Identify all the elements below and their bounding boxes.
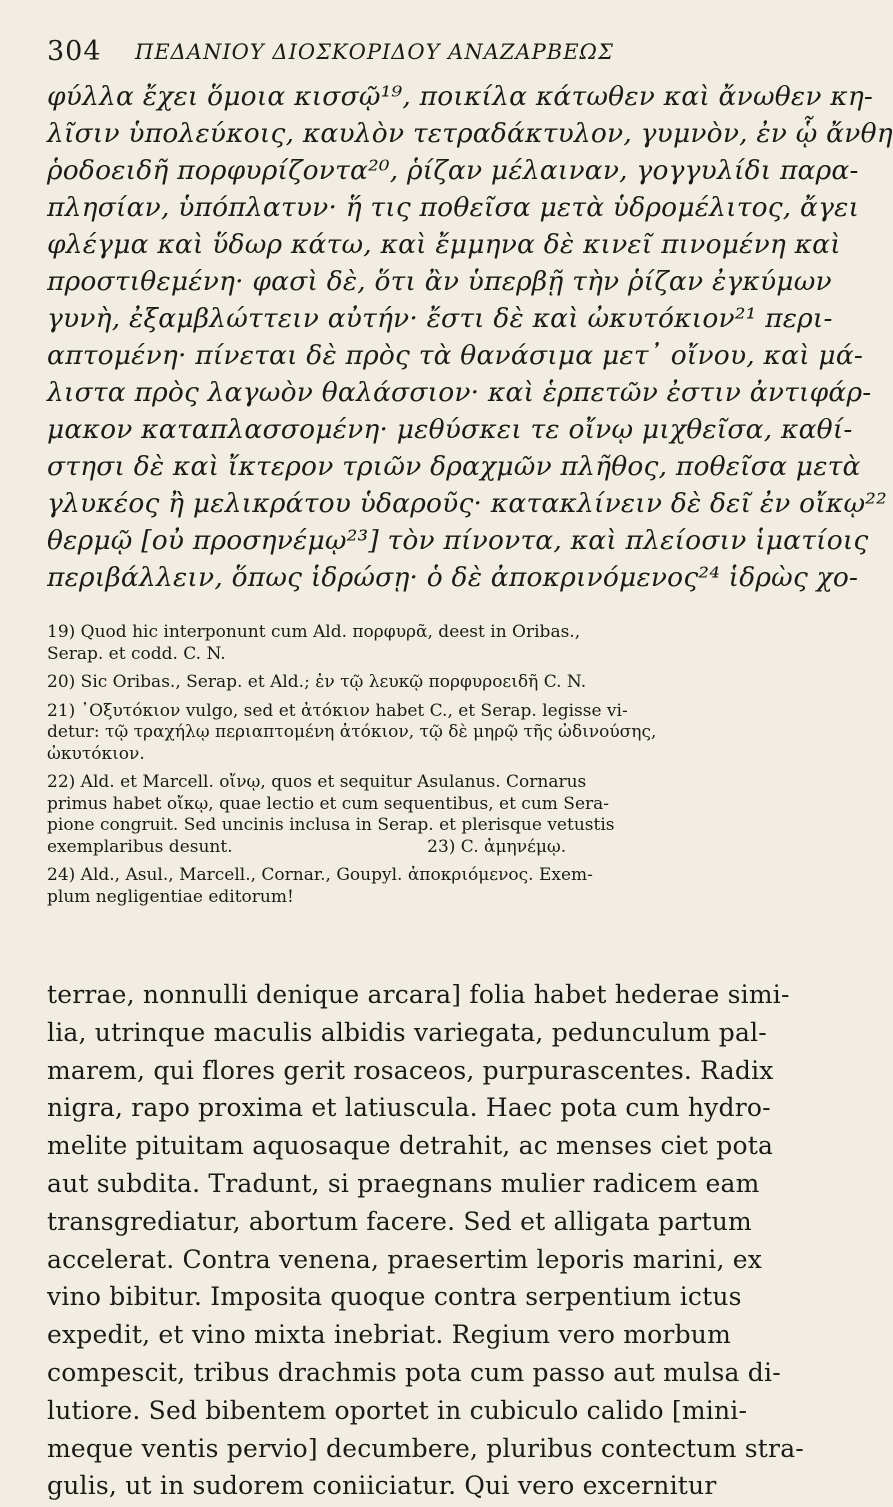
greek-line: ῥοδοειδῆ πορφυρίζοντα²⁰, ῥίζαν μέλαιναν, γογγυλίδι παρα- [47, 155, 859, 186]
footnote-20 [47, 672, 767, 694]
footnote-line: 21) ᾿Οξυτόκιον vulgo, sed et ἀτόκιον habet C., et Serap. legisse vi- [47, 700, 628, 721]
greek-line: θερμῷ [οὐ προσηνέμῳ²³] τὸν πίνοντα, καὶ πλείοσιν ἱματίοις [47, 525, 869, 556]
latin-line: transgrediatur, abortum facere. Sed et alligata partum [47, 1206, 752, 1236]
greek-line: φλέγμα καὶ ὕδωρ κάτω, καὶ ἔμμηνα δὲ κινεῖ πινομένη καὶ [47, 229, 841, 260]
latin-line: marem, qui flores gerit rosaceos, purpurascentes. Radix [47, 1055, 774, 1085]
latin-line: terrae, nonnulli denique arcara] folia habet hederae simi- [47, 980, 790, 1009]
footnote-line: 24) Ald., Asul., Marcell., Cornar., Goupyl. ἀποκριόμενος. Exem- [47, 865, 593, 885]
latin-line: meque ventis pervio] decumbere, pluribus contectum stra- [47, 1433, 804, 1463]
footnote-line: ὠκυτόκιον. [47, 743, 145, 764]
footnote-19 [47, 622, 767, 665]
latin-line: melite pituitam aquosaque detrahit, ac menses ciet pota [47, 1131, 774, 1161]
latin-line: gulis, ut in sudorem coniiciatur. Qui vero excernitur [47, 1471, 717, 1501]
greek-line: γυνὴ, ἐξαμβλώττειν αὐτήν· ἔστι δὲ καὶ ὠκυτόκιον²¹ περι- [47, 303, 833, 334]
footnote-line: pione congruit. Sed uncinis inclusa in Serap. et plerisque vetustis [47, 815, 615, 835]
latin-text-block [47, 976, 804, 1505]
latin-line: nigra, rapo proxima et latiuscula. Haec pota cum hydro- [47, 1093, 771, 1123]
footnote-line: plum negligentiae editorum! [47, 886, 294, 907]
greek-line: πλησίαν, ὑπόπλατυν· ἥ τις ποθεῖσα μετὰ ὑδρομέλιτος, ἄγει [47, 192, 860, 223]
greek-line: στησι δὲ καὶ ἴκτερον τριῶν δραχμῶν πλῆθος, ποθεῖσα μετὰ [47, 451, 861, 482]
page-header [47, 36, 767, 76]
greek-line: φύλλα ἔχει ὅμοια κισσῷ¹⁹, ποικίλα κάτωθεν καὶ ἄνωθεν κη- [47, 81, 874, 112]
footnotes [47, 622, 767, 915]
greek-line: λῖσιν ὑπολεύκοις, καυλὸν τετραδάκτυλον, γυμνὸν, ἐν ᾧ ἄνθη [47, 118, 893, 149]
latin-line: aut subdita. Tradunt, si praegnans mulier radicem eam [47, 1168, 760, 1198]
footnote-22 [47, 772, 767, 858]
running-title: ΠΕΔΑΝΙΟΥ ΔΙΟΣΚΟΡΙΔΟΥ ΑΝΑΖΑΡΒΕΩΣ [135, 40, 614, 64]
footnote-24 [47, 865, 767, 908]
greek-line: προστιθεμένη· φασὶ δὲ, ὅτι ἂν ὑπερβῇ τὴν ῥίζαν ἐγκύμων [47, 266, 832, 297]
footnote-line: detur: τῷ τραχήλῳ περιαπτομένη ἀτόκιον, τῷ δὲ μηρῷ τῆς ὠδινούσης, [47, 722, 657, 742]
latin-line: vino bibitur. Imposita quoque contra serpentium ictus [47, 1282, 742, 1312]
greek-line: μακον καταπλασσομένη· μεθύσκει τε οἴνῳ μιχθεῖσα, καθί- [47, 414, 853, 445]
footnote-line: 20) Sic Oribas., Serap. et Ald.; ἐν τῷ λευκῷ πορφυροειδῆ C. N. [47, 672, 587, 692]
greek-line: απτομένη· πίνεται δὲ πρὸς τὰ θανάσιμα μετ᾿ οἴνου, καὶ μά- [47, 340, 864, 371]
latin-line: lia, utrinque maculis albidis variegata, pedunculum pal- [47, 1017, 767, 1047]
footnote-line: primus habet οἴκῳ, quae lectio et cum sequentibus, et cum Sera- [47, 793, 610, 814]
latin-line: lutiore. Sed bibentem oportet in cubiculo calido [mini- [47, 1395, 748, 1425]
latin-line: compescit, tribus drachmis pota cum passo aut mulsa di- [47, 1357, 781, 1387]
latin-line: accelerat. Contra venena, praesertim leporis marini, ex [47, 1244, 763, 1274]
footnote-line: 22) Ald. et Marcell. οἴνῳ, quos et sequitur Asulanus. Cornarus [47, 772, 587, 792]
footnote-line: 19) Quod hic interponunt cum Ald. πορφυρᾶ, deest in Oribas., [47, 622, 581, 642]
page-number: 304 [47, 36, 102, 67]
greek-line: γλυκέος ἢ μελικράτου ὑδαροῦς· κατακλίνειν δὲ δεῖ ἐν οἴκῳ²² [47, 488, 887, 519]
greek-text-block [47, 78, 893, 596]
greek-line: λιστα πρὸς λαγωὸν θαλάσσιον· καὶ ἑρπετῶν ἐστιν ἀντιφάρ- [47, 377, 872, 408]
footnote-line: exemplaribus desunt. 23) C. ἀμηνέμῳ. [47, 836, 567, 857]
footnote-line: Serap. et codd. C. N. [47, 643, 226, 664]
latin-line: expedit, et vino mixta inebriat. Regium vero morbum [47, 1320, 731, 1350]
greek-line: περιβάλλειν, ὅπως ἱδρώσῃ· ὁ δὲ ἀποκρινόμενος²⁴ ἱδρὼς χο- [47, 562, 859, 593]
footnote-21 [47, 701, 767, 766]
